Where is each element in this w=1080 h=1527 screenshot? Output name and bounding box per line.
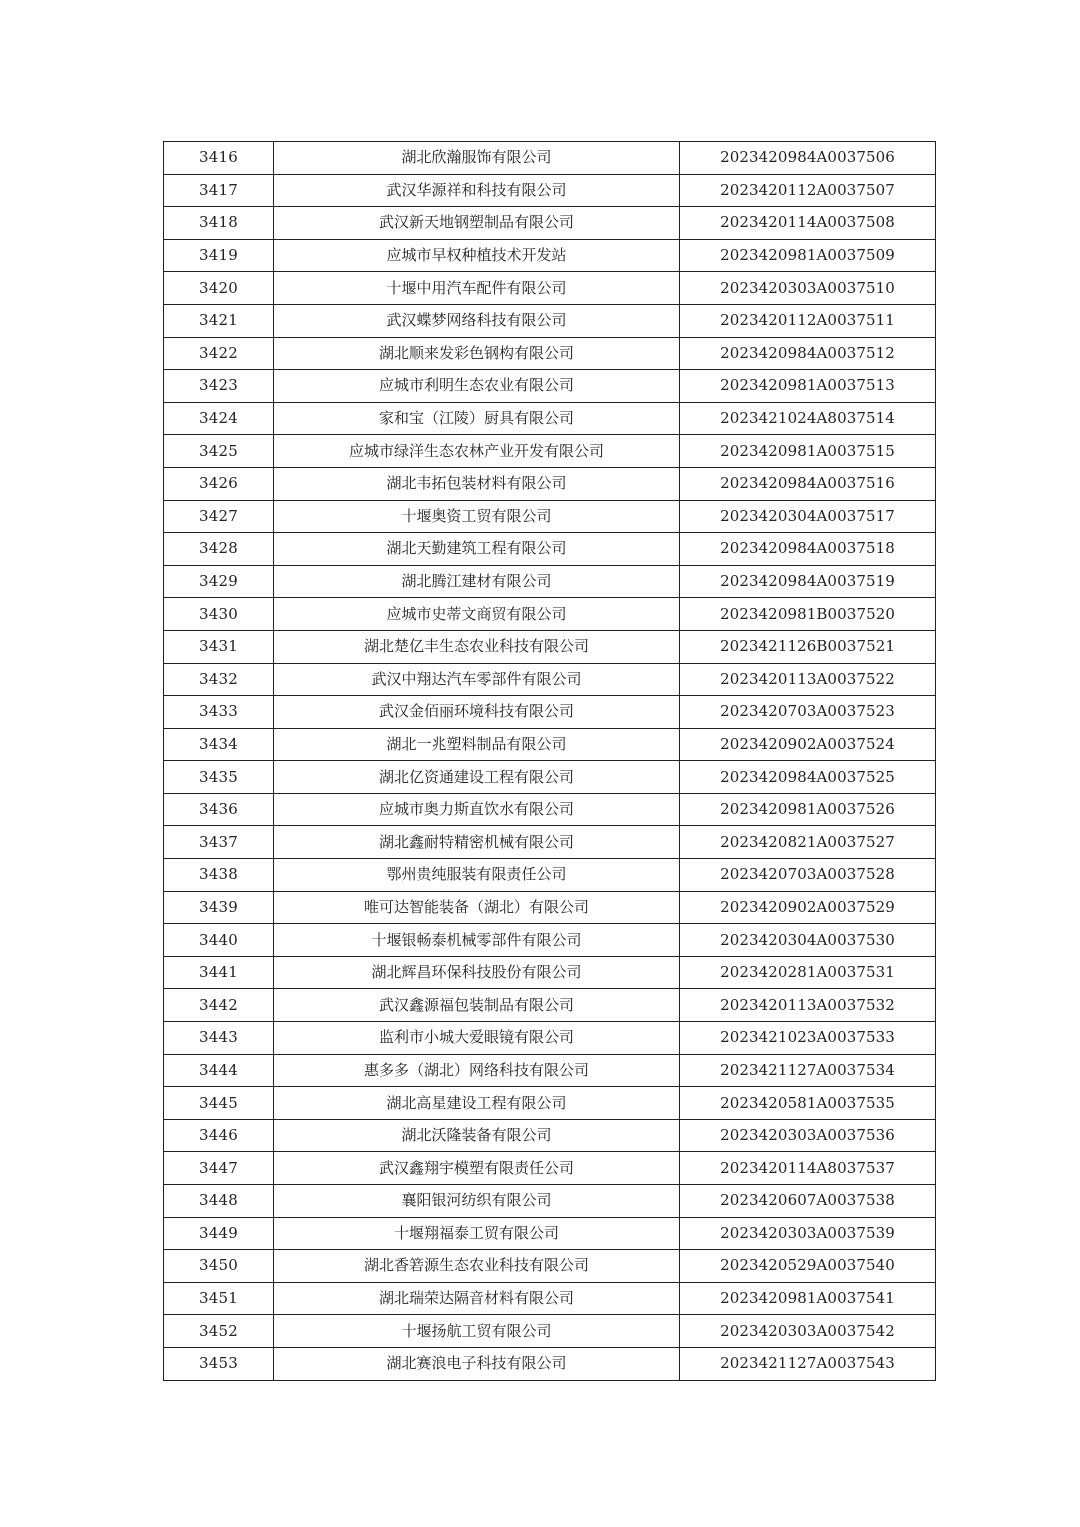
company-name-cell: 湖北赛浪电子科技有限公司	[274, 1347, 680, 1380]
company-name-cell: 湖北天勤建筑工程有限公司	[274, 533, 680, 566]
company-name-cell: 襄阳银河纺织有限公司	[274, 1185, 680, 1218]
registration-code-cell: 2023420981A0037515	[680, 435, 936, 468]
company-name-cell: 十堰翔福泰工贸有限公司	[274, 1217, 680, 1250]
row-number-cell: 3439	[164, 891, 274, 924]
table-row	[164, 402, 936, 435]
company-name-cell: 湖北鑫耐特精密机械有限公司	[274, 826, 680, 859]
company-name-cell: 武汉中翔达汽车零部件有限公司	[274, 663, 680, 696]
company-name-cell: 湖北楚亿丰生态农业科技有限公司	[274, 630, 680, 663]
registration-code-cell: 2023420304A0037530	[680, 924, 936, 957]
registration-code-cell: 2023420607A0037538	[680, 1185, 936, 1218]
registration-code-cell: 2023420821A0037527	[680, 826, 936, 859]
company-name-cell: 湖北瑞荣达隔音材料有限公司	[274, 1282, 680, 1315]
company-name-cell: 十堰奥资工贸有限公司	[274, 500, 680, 533]
registration-code-cell: 2023420114A8037537	[680, 1152, 936, 1185]
row-number-cell: 3432	[164, 663, 274, 696]
table-row	[164, 1282, 936, 1315]
table-row	[164, 1152, 936, 1185]
company-name-cell: 武汉新天地钢塑制品有限公司	[274, 207, 680, 240]
registration-code-cell: 2023420112A0037507	[680, 174, 936, 207]
row-number-cell: 3429	[164, 565, 274, 598]
registration-code-cell: 2023420984A0037506	[680, 142, 936, 175]
company-name-cell: 湖北沃隆装备有限公司	[274, 1119, 680, 1152]
company-name-cell: 武汉鑫翔宇模塑有限责任公司	[274, 1152, 680, 1185]
row-number-cell: 3424	[164, 402, 274, 435]
table-row	[164, 1087, 936, 1120]
row-number-cell: 3427	[164, 500, 274, 533]
company-name-cell: 应城市绿洋生态农林产业开发有限公司	[274, 435, 680, 468]
registration-code-cell: 2023420303A0037536	[680, 1119, 936, 1152]
row-number-cell: 3445	[164, 1087, 274, 1120]
registry-table-body	[164, 142, 936, 1381]
row-number-cell: 3416	[164, 142, 274, 175]
row-number-cell: 3444	[164, 1054, 274, 1087]
company-name-cell: 湖北亿资通建设工程有限公司	[274, 761, 680, 794]
company-name-cell: 武汉华源祥和科技有限公司	[274, 174, 680, 207]
row-number-cell: 3428	[164, 533, 274, 566]
row-number-cell: 3418	[164, 207, 274, 240]
registration-code-cell: 2023420984A0037516	[680, 467, 936, 500]
table-row	[164, 1315, 936, 1348]
registration-code-cell: 2023420303A0037510	[680, 272, 936, 305]
company-name-cell: 湖北顺来发彩色钢构有限公司	[274, 337, 680, 370]
row-number-cell: 3440	[164, 924, 274, 957]
registration-code-cell: 2023421024A8037514	[680, 402, 936, 435]
table-row	[164, 1119, 936, 1152]
row-number-cell: 3447	[164, 1152, 274, 1185]
row-number-cell: 3423	[164, 370, 274, 403]
table-row	[164, 859, 936, 892]
row-number-cell: 3437	[164, 826, 274, 859]
table-row	[164, 728, 936, 761]
registration-code-cell: 2023420303A0037539	[680, 1217, 936, 1250]
row-number-cell: 3430	[164, 598, 274, 631]
company-registry-table	[163, 141, 936, 1381]
row-number-cell: 3449	[164, 1217, 274, 1250]
table-row	[164, 337, 936, 370]
table-row	[164, 467, 936, 500]
row-number-cell: 3431	[164, 630, 274, 663]
row-number-cell: 3417	[164, 174, 274, 207]
row-number-cell: 3435	[164, 761, 274, 794]
row-number-cell: 3420	[164, 272, 274, 305]
table-row	[164, 793, 936, 826]
row-number-cell: 3441	[164, 956, 274, 989]
registration-code-cell: 2023420981B0037520	[680, 598, 936, 631]
company-name-cell: 湖北辉昌环保科技股份有限公司	[274, 956, 680, 989]
company-name-cell: 鄂州贵纯服装有限责任公司	[274, 859, 680, 892]
row-number-cell: 3451	[164, 1282, 274, 1315]
table-row	[164, 826, 936, 859]
company-name-cell: 湖北一兆塑料制品有限公司	[274, 728, 680, 761]
table-row	[164, 533, 936, 566]
row-number-cell: 3453	[164, 1347, 274, 1380]
table-row	[164, 1022, 936, 1055]
registration-code-cell: 2023420529A0037540	[680, 1250, 936, 1283]
row-number-cell: 3446	[164, 1119, 274, 1152]
company-name-cell: 湖北高星建设工程有限公司	[274, 1087, 680, 1120]
registration-code-cell: 2023420113A0037532	[680, 989, 936, 1022]
company-name-cell: 惠多多（湖北）网络科技有限公司	[274, 1054, 680, 1087]
registration-code-cell: 2023421127A0037534	[680, 1054, 936, 1087]
company-name-cell: 湖北香箬源生态农业科技有限公司	[274, 1250, 680, 1283]
registration-code-cell: 2023420281A0037531	[680, 956, 936, 989]
row-number-cell: 3438	[164, 859, 274, 892]
registration-code-cell: 2023420981A0037513	[680, 370, 936, 403]
table-row	[164, 142, 936, 175]
table-row	[164, 630, 936, 663]
table-row	[164, 304, 936, 337]
registration-code-cell: 2023420902A0037529	[680, 891, 936, 924]
table-row	[164, 500, 936, 533]
table-row	[164, 239, 936, 272]
registration-code-cell: 2023420304A0037517	[680, 500, 936, 533]
row-number-cell: 3450	[164, 1250, 274, 1283]
table-row	[164, 761, 936, 794]
table-row	[164, 696, 936, 729]
row-number-cell: 3419	[164, 239, 274, 272]
registration-code-cell: 2023420112A0037511	[680, 304, 936, 337]
row-number-cell: 3442	[164, 989, 274, 1022]
table-row	[164, 924, 936, 957]
table-row	[164, 989, 936, 1022]
row-number-cell: 3426	[164, 467, 274, 500]
company-name-cell: 湖北韦拓包装材料有限公司	[274, 467, 680, 500]
registration-code-cell: 2023421127A0037543	[680, 1347, 936, 1380]
row-number-cell: 3422	[164, 337, 274, 370]
table-row	[164, 1250, 936, 1283]
table-row	[164, 174, 936, 207]
row-number-cell: 3425	[164, 435, 274, 468]
table-row	[164, 272, 936, 305]
registration-code-cell: 2023421126B0037521	[680, 630, 936, 663]
company-name-cell: 十堰中用汽车配件有限公司	[274, 272, 680, 305]
table-row	[164, 370, 936, 403]
company-name-cell: 武汉金佰丽环境科技有限公司	[274, 696, 680, 729]
registration-code-cell: 2023420902A0037524	[680, 728, 936, 761]
row-number-cell: 3436	[164, 793, 274, 826]
company-name-cell: 湖北欣瀚服饰有限公司	[274, 142, 680, 175]
company-name-cell: 十堰扬航工贸有限公司	[274, 1315, 680, 1348]
registration-code-cell: 2023420984A0037519	[680, 565, 936, 598]
table-row	[164, 1185, 936, 1218]
registration-code-cell: 2023420113A0037522	[680, 663, 936, 696]
row-number-cell: 3434	[164, 728, 274, 761]
registration-code-cell: 2023420981A0037526	[680, 793, 936, 826]
table-row	[164, 956, 936, 989]
company-name-cell: 应城市奥力斯直饮水有限公司	[274, 793, 680, 826]
registration-code-cell: 2023420981A0037541	[680, 1282, 936, 1315]
table-row	[164, 1217, 936, 1250]
table-row	[164, 891, 936, 924]
table-row	[164, 565, 936, 598]
company-name-cell: 监利市小城大爱眼镜有限公司	[274, 1022, 680, 1055]
company-name-cell: 湖北腾江建材有限公司	[274, 565, 680, 598]
registration-code-cell: 2023420981A0037509	[680, 239, 936, 272]
row-number-cell: 3443	[164, 1022, 274, 1055]
registration-code-cell: 2023420581A0037535	[680, 1087, 936, 1120]
row-number-cell: 3452	[164, 1315, 274, 1348]
company-name-cell: 唯可达智能装备（湖北）有限公司	[274, 891, 680, 924]
table-row	[164, 1347, 936, 1380]
company-name-cell: 应城市史蒂文商贸有限公司	[274, 598, 680, 631]
company-name-cell: 应城市利明生态农业有限公司	[274, 370, 680, 403]
registration-code-cell: 2023420984A0037512	[680, 337, 936, 370]
row-number-cell: 3448	[164, 1185, 274, 1218]
table-row	[164, 1054, 936, 1087]
registration-code-cell: 2023421023A0037533	[680, 1022, 936, 1055]
row-number-cell: 3421	[164, 304, 274, 337]
company-name-cell: 十堰银畅泰机械零部件有限公司	[274, 924, 680, 957]
registration-code-cell: 2023420984A0037525	[680, 761, 936, 794]
company-name-cell: 武汉蝶梦网络科技有限公司	[274, 304, 680, 337]
registration-code-cell: 2023420703A0037523	[680, 696, 936, 729]
table-row	[164, 598, 936, 631]
company-name-cell: 应城市早权种植技术开发站	[274, 239, 680, 272]
registration-code-cell: 2023420303A0037542	[680, 1315, 936, 1348]
company-name-cell: 家和宝（江陵）厨具有限公司	[274, 402, 680, 435]
table-row	[164, 207, 936, 240]
row-number-cell: 3433	[164, 696, 274, 729]
table-row	[164, 435, 936, 468]
registration-code-cell: 2023420984A0037518	[680, 533, 936, 566]
table-row	[164, 663, 936, 696]
registration-code-cell: 2023420703A0037528	[680, 859, 936, 892]
company-name-cell: 武汉鑫源福包装制品有限公司	[274, 989, 680, 1022]
registration-code-cell: 2023420114A0037508	[680, 207, 936, 240]
